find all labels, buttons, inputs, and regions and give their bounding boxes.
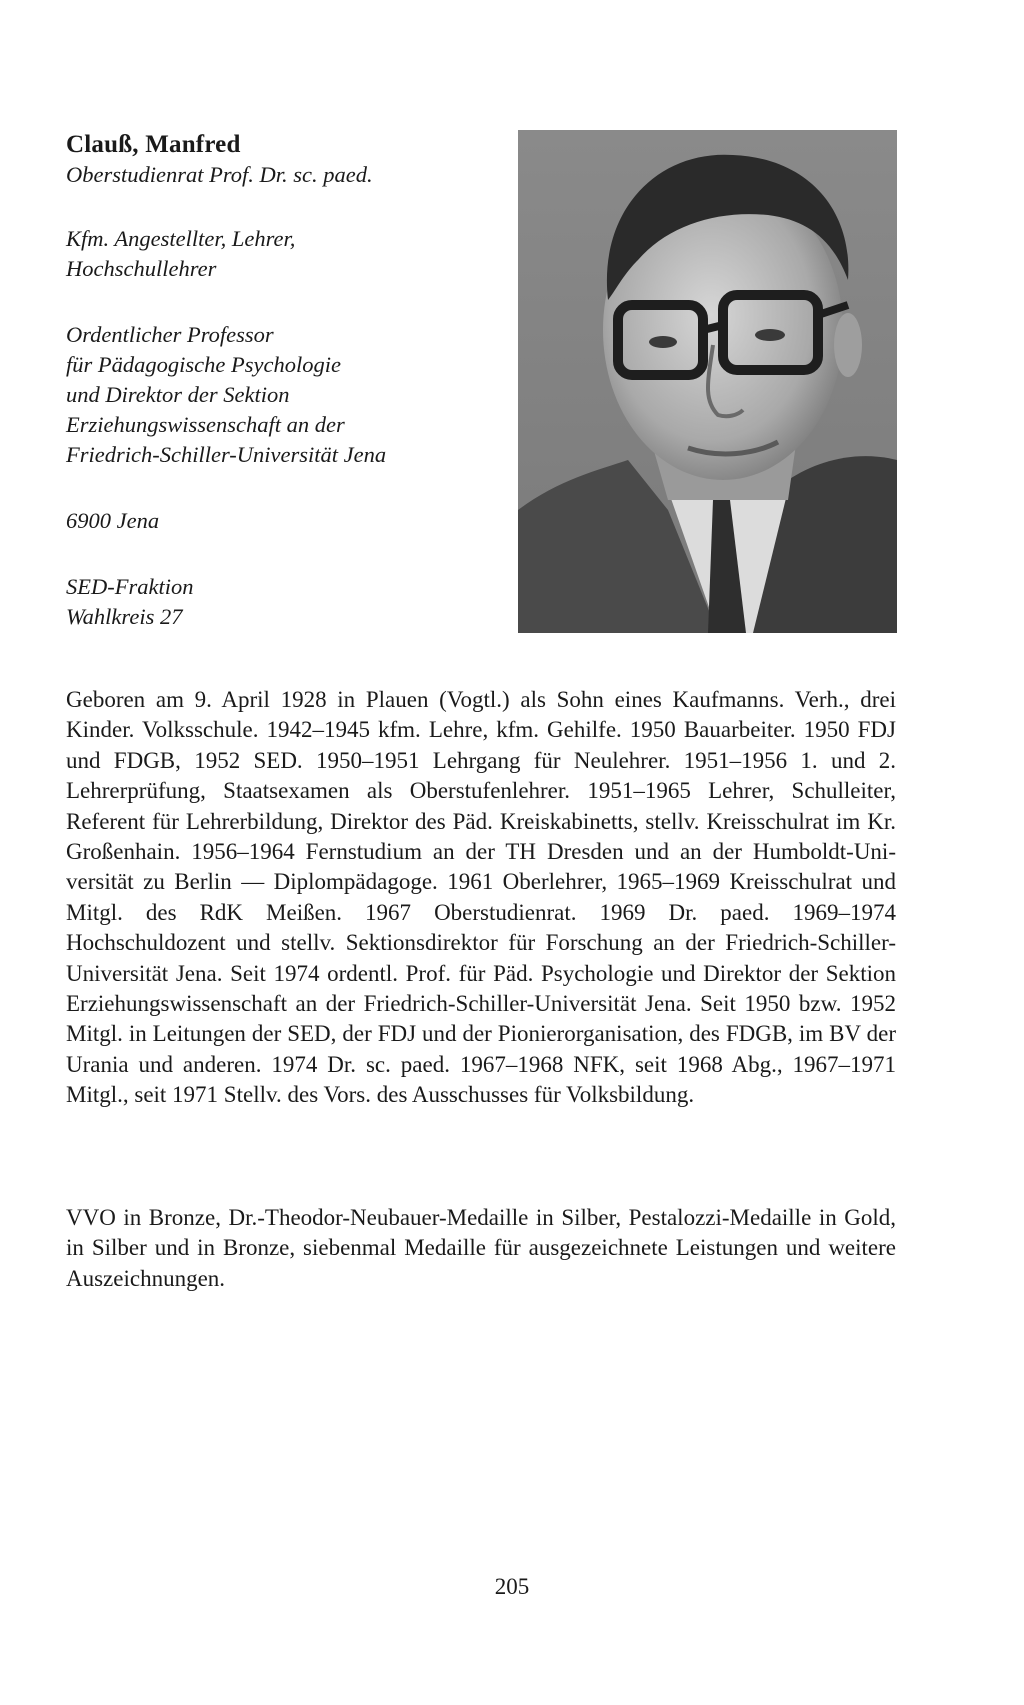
position-line: für Pädagogische Psychologie	[66, 352, 341, 377]
faction-block	[66, 572, 506, 632]
occupation-line: Hochschullehrer	[66, 256, 217, 281]
awards-text: VVO in Bronze, Dr.-Theodor-Neubauer-Medaille in Silber, Pestalozzi-Medaille in Gold, in Silber und in Bronze, siebenmal Medaille für ausgezeichnete Leistungen und weitere Auszeichnungen.	[66, 1205, 896, 1291]
occupation-block	[66, 224, 506, 284]
position-line: Ordentlicher Professor	[66, 322, 274, 347]
constituency-line: Wahlkreis 27	[66, 604, 183, 629]
portrait-photo	[518, 130, 897, 633]
biography-text: Geboren am 9. April 1928 in Plauen (Vogtl.) als Sohn eines Kaufmanns. Verh., drei Kinder. Volksschule. 1942–1945 kfm. Lehre, kfm. Gehilfe. 1950 Bauarbeiter. 1950 FDJ und FDGB, 1952 SED. 1950–1951 Lehrgang für Neulehrer. 1951–1956 1. und 2. Lehrerprüfung, Staatsexamen als Oberstufenlehrer. 1951–1965 Lehrer, Schulleiter, Referent für Lehrerbildung, Direktor des Päd. Kreiskabinetts, stellv. Kreisschulrat im Kr. Großenhain. 1956–1964 Fernstudium an der TH Dresden und an der Humboldt-Universität zu Berlin — Diplompädagoge. 1961 Oberlehrer, 1965–1969 Kreisschulrat und Mitgl. des RdK Meißen. 1967 Oberstudienrat. 1969 Dr. paed. 1969–1974 Hochschuldozent und stellv. Sektionsdirektor für Forschung an der Friedrich-Schiller-Universität Jena. Seit 1974 ordentl. Prof. für Päd. Psychologie und Direktor der Sektion Erziehungswissenschaft an der Friedrich-Schiller-Universität Jena. Seit 1950 bzw. 1952 Mitgl. in Leitungen der SED, der FDJ und der Pionierorganisation, des FDGB, im BV der Urania und anderen. 1974 Dr. sc. paed. 1967–1968 NFK, seit 1968 Abg., 1967–1971 Mitgl., seit 1971 Stellv. des Vors. des Ausschusses für Volksbildung.	[66, 687, 896, 1108]
entry-header	[66, 130, 506, 632]
academic-title: Oberstudienrat Prof. Dr. sc. paed.	[66, 162, 373, 187]
address: 6900 Jena	[66, 508, 160, 533]
person-name: Clauß, Manfred	[66, 131, 241, 158]
position-line: Erziehungswissenschaft an der	[66, 412, 345, 437]
page-number: 205	[494, 1574, 530, 1599]
position-line: Friedrich-Schiller-Universität Jena	[66, 442, 387, 467]
faction-line: SED-Fraktion	[66, 574, 194, 599]
occupation-line: Kfm. Angestellter, Lehrer,	[66, 226, 296, 251]
position-line: und Direktor der Sektion	[66, 382, 290, 407]
position-block	[66, 320, 506, 470]
